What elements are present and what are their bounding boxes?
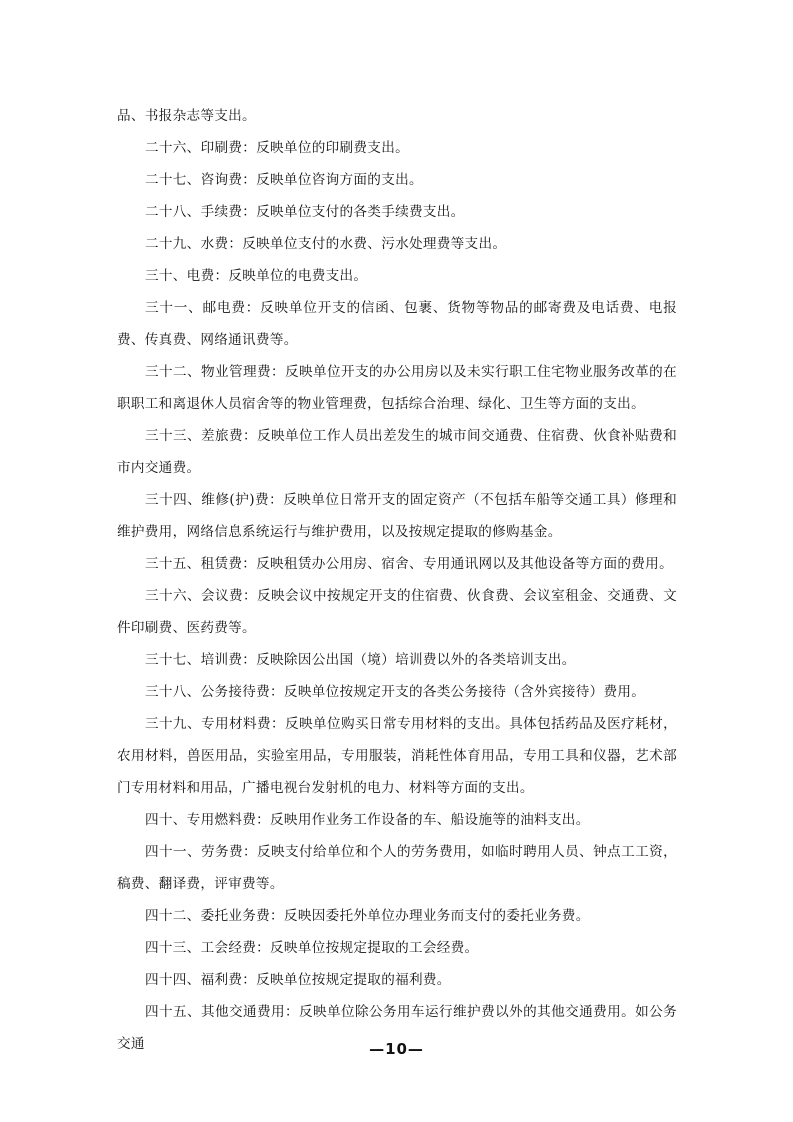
page-number: —10— [369,1040,424,1058]
paragraph-item-39: 三十九、专用材料费：反映单位购买日常专用材料的支出。具体包括药品及医疗耗材，农用材料，兽医用品，实验室用品，专用服装，消耗性体育用品，专用工具和仪器，艺术部门专用材料和用品，广播电视台发射机的电力、材料等方面的支出。 [117,716,677,796]
paragraph-item-34: 三十四、维修(护)费：反映单位日常开支的固定资产（不包括车船等交通工具）修理和维护费用，网络信息系统运行与维护费用，以及按规定提取的修购基金。 [117,492,677,540]
paragraph-continuation: 品、书报杂志等支出。 [117,108,256,124]
paragraph-item-27: 二十七、咨询费：反映单位咨询方面的支出。 [145,172,423,188]
paragraph-item-41: 四十一、劳务费：反映支付给单位和个人的劳务费用，如临时聘用人员、钟点工工资，稿费、翻译费，评审费等。 [117,844,677,892]
paragraph-item-40: 四十、专用燃料费：反映用作业务工作设备的车、船设施等的油料支出。 [145,812,590,828]
paragraph-item-31: 三十一、邮电费：反映单位开支的信函、包裹、货物等物品的邮寄费及电话费、电报费、传真费、网络通讯费等。 [117,300,677,348]
paragraph-item-42: 四十二、委托业务费：反映因委托外单位办理业务而支付的委托业务费。 [145,908,590,924]
paragraph-item-45: 四十五、其他交通费用：反映单位除公务用车运行维护费以外的其他交通费用。如公务交通 [117,1004,677,1052]
paragraph-item-33: 三十三、差旅费：反映单位工作人员出差发生的城市间交通费、住宿费、伙食补贴费和市内交通费。 [117,428,677,476]
paragraph-item-44: 四十四、福利费：反映单位按规定提取的福利费。 [145,972,451,988]
paragraph-item-29: 二十九、水费：反映单位支付的水费、污水处理费等支出。 [145,236,507,252]
paragraph-item-26: 二十六、印刷费：反映单位的印刷费支出。 [145,140,409,156]
paragraph-item-32: 三十二、物业管理费：反映单位开支的办公用房以及未实行职工住宅物业服务改革的在职职工和离退休人员宿舍等的物业管理费，包括综合治理、绿化、卫生等方面的支出。 [117,364,677,412]
paragraph-item-37: 三十七、培训费：反映除因公出国（境）培训费以外的各类培训支出。 [145,652,576,668]
paragraph-item-38: 三十八、公务接待费：反映单位按规定开支的各类公务接待（含外宾接待）费用。 [145,684,646,700]
document-body [117,100,677,1060]
paragraph-item-35: 三十五、租赁费：反映租赁办公用房、宿舍、专用通讯网以及其他设备等方面的费用。 [145,556,673,572]
paragraph-item-28: 二十八、手续费：反映单位支付的各类手续费支出。 [145,204,465,220]
paragraph-item-30: 三十、电费：反映单位的电费支出。 [145,268,368,284]
paragraph-item-43: 四十三、工会经费：反映单位按规定提取的工会经费。 [145,940,479,956]
paragraph-item-36: 三十六、会议费：反映会议中按规定开支的住宿费、伙食费、会议室租金、交通费、文件印刷费、医药费等。 [117,588,677,636]
